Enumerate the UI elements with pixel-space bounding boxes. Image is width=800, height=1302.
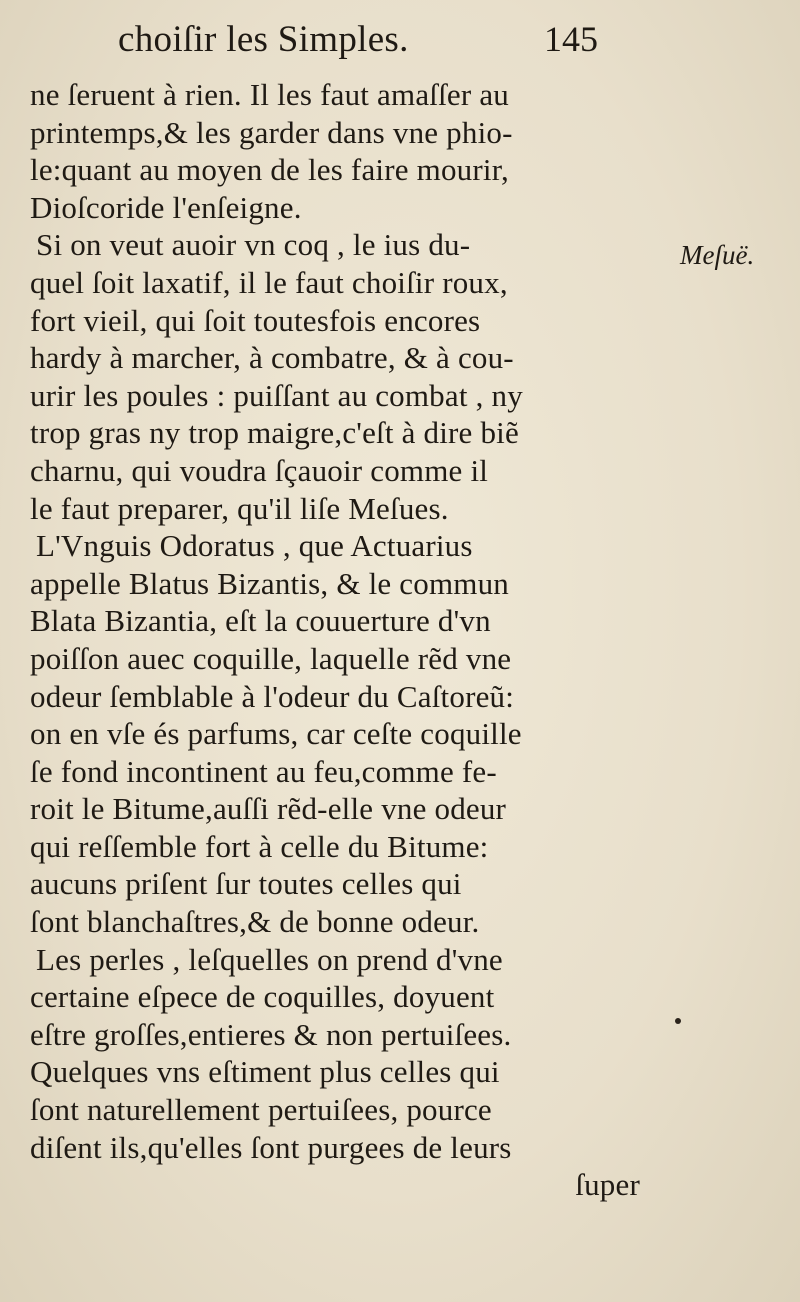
text-line: Blata Bizantia, eſt la couuerture d'vn — [30, 603, 491, 639]
text-line: odeur ſemblable à l'odeur du Caſtoreũ: — [30, 678, 515, 714]
text-line: Quelques vns eſtiment plus celles qui — [30, 1054, 500, 1090]
page-header — [118, 18, 598, 68]
text-line: appelle Blatus Bizantis, & le commun — [30, 565, 509, 601]
text-line: urir les poules : puiſſant au combat , ny — [30, 377, 523, 413]
text-line: Dioſcoride l'enſeigne. — [30, 189, 302, 225]
text-line: L'Vnguis Odoratus , que Actuarius — [36, 528, 473, 564]
text-line: diſent ils,qu'elles ſont purgees de leurs — [30, 1129, 512, 1165]
text-line: ſont blanchaſtres,& de bonne odeur. — [30, 904, 480, 940]
text-line: trop gras ny trop maigre,c'eſt à dire biẽ — [30, 415, 519, 451]
text-line: ſe fond incontinent au feu,comme fe- — [30, 753, 497, 789]
text-line: poiſſon auec coquille, laquelle rẽd vne — [30, 640, 512, 676]
text-line: Si on veut auoir vn coq , le ius du- — [36, 227, 471, 263]
text-line: qui reſſemble fort à celle du Bitume: — [30, 828, 489, 864]
text-line: ſont naturellement pertuiſees, pource — [30, 1092, 492, 1128]
text-line: quel ſoit laxatif, il le faut choiſir roux, — [30, 264, 508, 300]
text-line: charnu, qui voudra ſçauoir comme il — [30, 452, 489, 488]
catchword: ſuper — [575, 1167, 640, 1203]
text-line: hardy à marcher, à combatre, & à cou- — [30, 340, 514, 376]
text-line: ne ſeruent à rien. Il les faut amaſſer au — [30, 77, 509, 112]
text-line: aucuns priſent ſur toutes celles qui — [30, 866, 462, 902]
text-line: eſtre groſſes,entieres & non pertuiſees. — [30, 1016, 512, 1052]
text-line: le:quant au moyen de les faire mourir, — [30, 152, 509, 188]
text-line: le faut preparer, qu'il liſe Meſues. — [30, 490, 449, 526]
margin-note: Meſuë. — [680, 240, 755, 270]
text-line: printemps,& les garder dans vne phio- — [30, 114, 513, 150]
text-line: roit le Bitume,auſſi rẽd-elle vne odeur — [30, 791, 507, 827]
text-line: fort vieil, qui ſoit toutesfois encores — [30, 302, 481, 338]
running-head: choiſir les Simples. — [118, 19, 409, 60]
text-line: on en vſe és parfums, car ceſte coquille — [30, 716, 522, 752]
text-line: Les perles , leſquelles on prend d'vne — [36, 941, 503, 977]
ink-dot — [675, 1018, 681, 1024]
body-text — [30, 76, 650, 1204]
page-number: 145 — [544, 19, 598, 59]
text-line: certaine eſpece de coquilles, doyuent — [30, 979, 495, 1015]
